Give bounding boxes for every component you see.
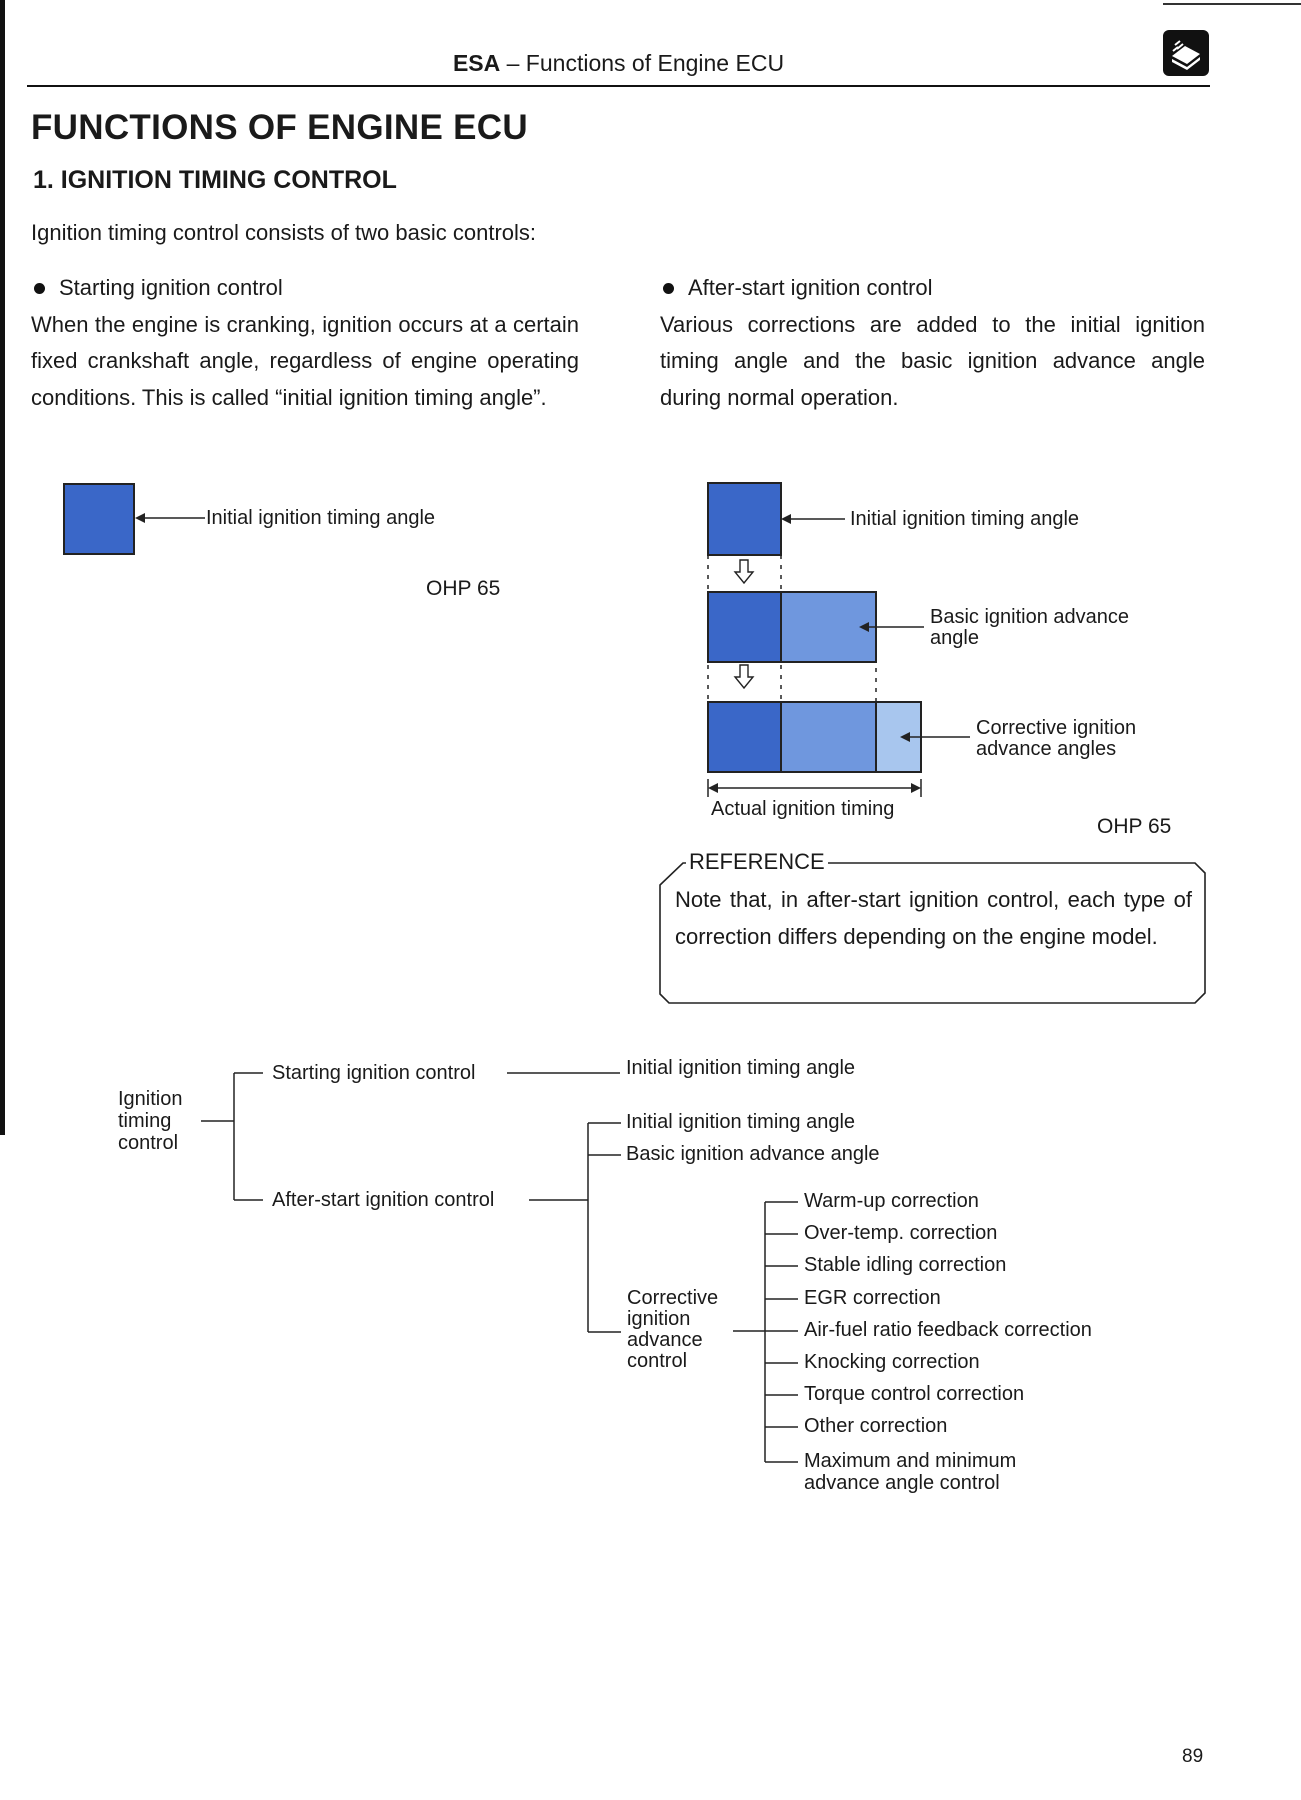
row2-initial-bar	[708, 592, 781, 662]
tree-corrective-line2: ignition	[627, 1308, 691, 1330]
correction-item: Maximum and minimum	[804, 1450, 1017, 1472]
row3-initial-bar	[708, 702, 781, 772]
right-label-actual: Actual ignition timing	[711, 798, 895, 820]
header-section-code: ESA	[452, 50, 501, 76]
row1-initial-bar	[708, 483, 781, 555]
corner-rule	[1163, 3, 1301, 5]
leader-arrow-icon	[781, 514, 791, 524]
correction-item: Warm-up correction	[804, 1190, 979, 1212]
correction-item: Torque control correction	[804, 1383, 1025, 1405]
correction-item: Air-fuel ratio feedback correction	[804, 1319, 1092, 1341]
bullet-icon	[663, 283, 674, 294]
tree-after-leaf-1: Initial ignition timing angle	[626, 1111, 856, 1133]
tree-after-start: After-start ignition control	[272, 1189, 495, 1211]
down-arrow-icon	[735, 560, 753, 583]
correction-item-line2: advance angle control	[804, 1472, 1000, 1494]
page-number: 89	[1182, 1746, 1204, 1767]
running-header	[27, 50, 1210, 77]
tree-root-line3: control	[118, 1132, 179, 1154]
right-ohp-ref: OHP 65	[1097, 815, 1172, 838]
binder-edge-line	[0, 0, 5, 1135]
tree-starting-leaf: Initial ignition timing angle	[626, 1057, 856, 1079]
dimension-arrow-icon	[708, 783, 718, 793]
correction-item: Stable idling correction	[804, 1254, 1007, 1276]
row3-basic-bar	[781, 702, 876, 772]
after-start-body: Various corrections are added to the initial ignition timing angle and the basic ignition advance angle during normal operation.	[660, 311, 1205, 410]
correction-item: Knocking correction	[804, 1351, 980, 1373]
starting-body: When the engine is cranking, ignition occurs at a certain fixed crankshaft angle, regardless of engine operating conditions. This is called “initial ignition timing angle”.	[31, 311, 579, 410]
after-start-bullet-heading	[660, 270, 1205, 307]
dimension-arrow-icon	[911, 783, 921, 793]
right-label-basic-1: Basic ignition advance	[930, 606, 1130, 628]
starting-heading: Starting ignition control	[59, 275, 283, 300]
correction-item: Over-temp. correction	[804, 1222, 998, 1244]
tree-after-leaf-2: Basic ignition advance angle	[626, 1143, 880, 1165]
after-start-column	[660, 270, 1205, 416]
right-label-initial: Initial ignition timing angle	[850, 508, 1080, 530]
correction-item: EGR correction	[804, 1287, 941, 1309]
down-arrow-icon	[735, 665, 753, 688]
tree-corrective-line3: advance	[627, 1329, 703, 1351]
correction-item: Other correction	[804, 1415, 948, 1437]
initial-angle-block	[63, 483, 135, 555]
tree-corrective-line1: Corrective	[627, 1287, 719, 1309]
book-icon	[1163, 30, 1209, 76]
section-heading: 1. IGNITION TIMING CONTROL	[33, 166, 397, 194]
tree-root-line1: Ignition	[118, 1088, 183, 1110]
right-label-corrective-2: advance angles	[976, 738, 1117, 760]
right-label-corrective-1: Corrective ignition	[976, 717, 1137, 739]
reference-text: Note that, in after-start ignition control, each type of correction differs depending on the engine model.	[675, 887, 1192, 949]
tree-starting: Starting ignition control	[272, 1062, 476, 1084]
bullet-icon	[34, 283, 45, 294]
tree-corrective-line4: control	[627, 1350, 688, 1372]
header-section-title: – Functions of Engine ECU	[500, 50, 785, 76]
right-label-basic-2: angle	[930, 627, 979, 649]
left-ohp-ref: OHP 65	[426, 577, 501, 600]
left-leader-arrow	[135, 508, 207, 528]
page-title: FUNCTIONS OF ENGINE ECU	[31, 108, 528, 147]
tree-root-line2: timing	[118, 1110, 172, 1132]
left-figure-label: Initial ignition timing angle	[206, 507, 436, 529]
reference-label: REFERENCE	[686, 849, 828, 875]
starting-control-column	[31, 270, 579, 416]
header-rule	[27, 85, 1210, 87]
intro-text: Ignition timing control consists of two basic controls:	[31, 220, 537, 245]
after-start-heading: After-start ignition control	[688, 275, 933, 300]
starting-bullet-heading	[31, 270, 579, 307]
